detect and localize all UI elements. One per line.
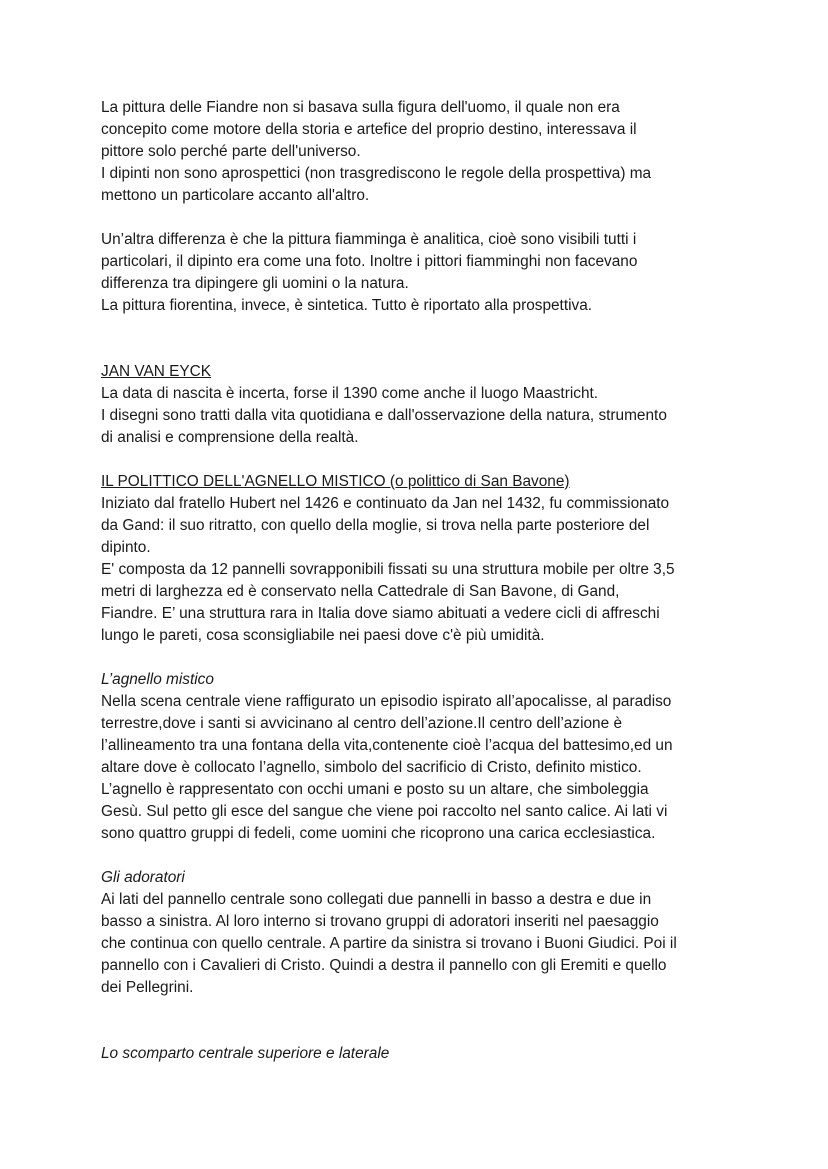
section-heading: JAN VAN EYCK bbox=[101, 363, 212, 380]
text-line: altare dove è collocato l’agnello, simbolo del sacrificio di Cristo, definito mistico. bbox=[101, 759, 642, 776]
text-line: metri di larghezza ed è conservato nella Cattedrale di San Bavone, di Gand, bbox=[101, 583, 620, 600]
text-line: che continua con quello centrale. A partire da sinistra si trovano i Buoni Giudici. Poi il bbox=[101, 935, 677, 952]
text-line: pannello con i Cavalieri di Cristo. Quindi a destra il pannello con gli Eremiti e quello bbox=[101, 957, 667, 974]
text-line: particolari, il dipinto era come una foto. Inoltre i pittori fiamminghi non facevano bbox=[101, 253, 638, 270]
intro-paragraph-1 bbox=[101, 97, 751, 207]
section-heading: IL POLITTICO DELL'AGNELLO MISTICO (o polittico di San Bavone) bbox=[101, 473, 570, 490]
text-line: terrestre,dove i santi si avvicinano al centro dell’azione.Il centro dell’azione è bbox=[101, 715, 622, 732]
section-polittico bbox=[101, 471, 751, 647]
text-line: Gesù. Sul petto gli esce del sangue che viene poi raccolto nel santo calice. Ai lati vi bbox=[101, 803, 668, 820]
text-line: Nella scena centrale viene raffigurato un episodio ispirato all’apocalisse, al paradiso bbox=[101, 693, 672, 710]
text-line: I dipinti non sono aprospettici (non trasgrediscono le regole della prospettiva) ma bbox=[101, 165, 652, 182]
text-line: mettono un particolare accanto all'altro. bbox=[101, 187, 370, 204]
intro-paragraph-2 bbox=[101, 229, 751, 317]
section-subheading: Lo scomparto centrale superiore e laterale bbox=[101, 1045, 390, 1062]
section-adoratori bbox=[101, 867, 751, 999]
text-line: di analisi e comprensione della realtà. bbox=[101, 429, 359, 446]
text-line: differenza tra dipingere gli uomini o la natura. bbox=[101, 275, 409, 292]
section-jan-van-eyck bbox=[101, 361, 751, 449]
text-line: Ai lati del pannello centrale sono collegati due pannelli in basso a destra e due in bbox=[101, 891, 652, 908]
section-agnello-mistico bbox=[101, 669, 751, 845]
text-line: lungo le pareti, cosa sconsigliabile nei paesi dove c'è più umidità. bbox=[101, 627, 545, 644]
text-line: La pittura delle Fiandre non si basava sulla figura dell'uomo, il quale non era bbox=[101, 99, 620, 116]
text-line: La pittura fiorentina, invece, è sintetica. Tutto è riportato alla prospettiva. bbox=[101, 297, 593, 314]
text-line: E' composta da 12 pannelli sovrapponibili fissati su una struttura mobile per oltre 3,5 bbox=[101, 561, 675, 578]
section-subheading: L’agnello mistico bbox=[101, 671, 214, 688]
document-page bbox=[101, 97, 751, 1065]
text-line: dei Pellegrini. bbox=[101, 979, 194, 996]
text-line: Iniziato dal fratello Hubert nel 1426 e continuato da Jan nel 1432, fu commissionato bbox=[101, 495, 670, 512]
section-scomparto bbox=[101, 1043, 751, 1065]
text-line: Un’altra differenza è che la pittura fiamminga è analitica, cioè sono visibili tutti i bbox=[101, 231, 637, 248]
text-line: l’allineamento tra una fontana della vita,contenente cioè l’acqua del battesimo,ed un bbox=[101, 737, 673, 754]
text-line: da Gand: il suo ritratto, con quello della moglie, si trova nella parte posteriore del bbox=[101, 517, 650, 534]
text-line: concepito come motore della storia e artefice del proprio destino, interessava il bbox=[101, 121, 637, 138]
text-line: L’agnello è rappresentato con occhi umani e posto su un altare, che simboleggia bbox=[101, 781, 649, 798]
text-line: dipinto. bbox=[101, 539, 151, 556]
text-line: I disegni sono tratti dalla vita quotidiana e dall'osservazione della natura, strumento bbox=[101, 407, 667, 424]
section-subheading: Gli adoratori bbox=[101, 869, 185, 886]
text-line: Fiandre. E’ una struttura rara in Italia dove siamo abituati a vedere cicli di affreschi bbox=[101, 605, 660, 622]
text-line: basso a sinistra. Al loro interno si trovano gruppi di adoratori inseriti nel paesaggio bbox=[101, 913, 659, 930]
text-line: sono quattro gruppi di fedeli, come uomini che ricoprono una carica ecclesiastica. bbox=[101, 825, 656, 842]
text-line: pittore solo perché parte dell'universo. bbox=[101, 143, 361, 160]
text-line: La data di nascita è incerta, forse il 1390 come anche il luogo Maastricht. bbox=[101, 385, 599, 402]
